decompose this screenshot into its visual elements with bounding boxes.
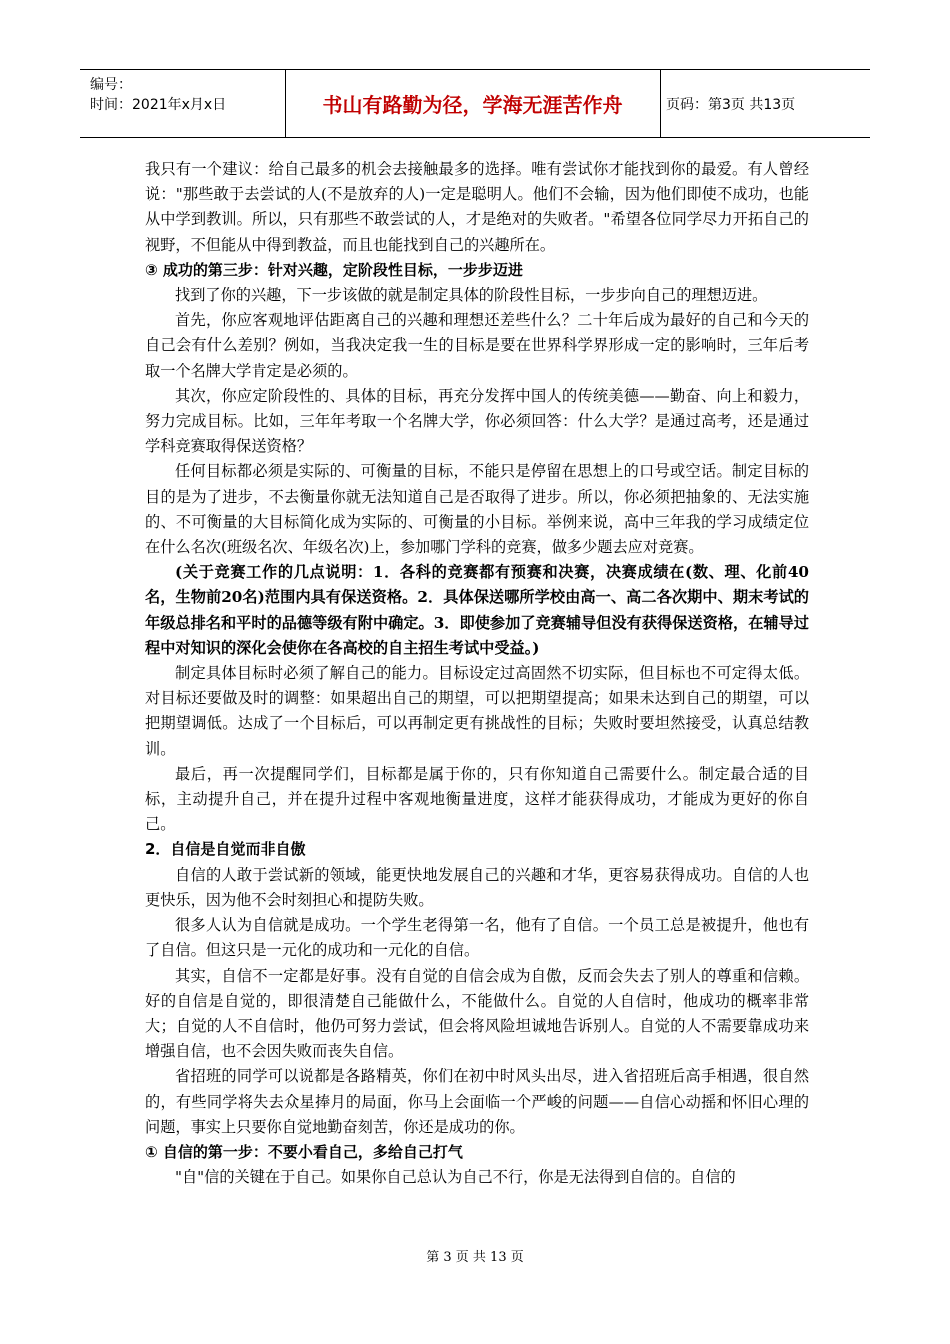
header-motto: 书山有路勤为径，学海无涯苦作舟 — [285, 70, 661, 137]
paragraph: 省招班的同学可以说都是各路精英，你们在初中时风头出尽，进入省招班后高手相遇，很自然的，有些同学将失去众星捧月的局面，你马上会面临一个严峻的问题——自信心动摇和怀旧心理的问题，事实上只要你自觉地勤奋刻苦，你还是成功的你。 — [145, 1067, 809, 1136]
header-info-cell — [80, 70, 286, 137]
section-heading-confidence-step1: ① 自信的第一步：不要小看自己，多给自己打气 — [145, 1142, 463, 1161]
paragraph-intro: 我只有一个建议：给自己最多的机会去接触最多的选择。唯有尝试你才能找到你的最爱。有人曾经说："那些敢于去尝试的人(不是放弃的人)一定是聪明人。他们不会输，因为他们即使不成功，也能从中学到教训。所以，只有那些不敢尝试的人，才是绝对的失败者。"希望各位同学尽力开拓自己的视野，不但能从中得到教益，而且也能找到自己的兴趣所在。 — [145, 160, 809, 254]
document-date: 时间：2021年x月x日 — [90, 97, 227, 113]
paragraph: 制定具体目标时必须了解自己的能力。目标设定过高固然不切实际，但目标也不可定得太低。对目标还要做及时的调整：如果超出自己的期望，可以把期望提高；如果未达到自己的期望，可以把期望调低。达成了一个目标后，可以再制定更有挑战性的目标；失败时要坦然接受，认真总结教训。 — [145, 664, 809, 758]
paragraph: 其实，自信不一定都是好事。没有自觉的自信会成为自傲，反而会失去了别人的尊重和信赖。好的自信是自觉的，即很清楚自己能做什么，不能做什么。自觉的人自信时，他成功的概率非常大；自觉的人不自信时，他仍可努力尝试，但会将风险坦诚地告诉别人。自觉的人不需要靠成功来增强自信，也不会因失败而丧失自信。 — [145, 966, 809, 1061]
paragraph: 首先，你应客观地评估距离自己的兴趣和理想还差些什么？二十年后成为最好的自己和今天的自己会有什么差别？例如，当我决定我一生的目标是要在世界科学界形成一定的影响时，三年后考取一个名牌大学肯定是必须的。 — [145, 311, 809, 380]
paragraph: 找到了你的兴趣，下一步该做的就是制定具体的阶段性目标，一步步向自己的理想迈进。 — [175, 286, 768, 305]
section-heading-step3: ③ 成功的第三步：针对兴趣，定阶段性目标，一步步迈进 — [145, 260, 523, 279]
header-page-info: 页码：第3页 共13页 — [666, 96, 796, 113]
paragraph: 很多人认为自信就是成功。一个学生老得第一名，他有了自信。一个员工总是被提升，他也有了自信。但这只是一元化的成功和一元化的自信。 — [145, 916, 809, 960]
page-footer: 第 3 页 共 13 页 — [426, 1250, 524, 1265]
paragraph: 自信的人敢于尝试新的领域，能更快地发展自己的兴趣和才华，更容易获得成功。自信的人也更快乐，因为他不会时刻担心和提防失败。 — [145, 865, 809, 909]
document-body — [145, 157, 809, 1190]
section-heading-confidence: 2．自信是自觉而非自傲 — [145, 840, 306, 859]
document-number-label: 编号： — [90, 77, 132, 93]
paragraph: "自"信的关键在于自己。如果你自己总认为自己不行，你是无法得到自信的。自信的 — [175, 1168, 736, 1187]
paragraph: 任何目标都必须是实际的、可衡量的目标，不能只是停留在思想上的口号或空话。制定目标的目的是为了进步，不去衡量你就无法知道自己是否取得了进步。所以，你必须把抽象的、无法实施的、不可衡量的大目标简化成为实际的、可衡量的小目标。举例来说，高中三年我的学习成绩定位在什么名次(班级名次、年级名次)上，参加哪门学科的竞赛，做多少题去应对竞赛。 — [145, 462, 809, 557]
paragraph: 最后，再一次提醒同学们，目标都是属于你的，只有你知道自己需要什么。制定最合适的目标，主动提升自己，并在提升过程中客观地衡量进度，这样才能获得成功，才能成为更好的你自己。 — [145, 764, 809, 834]
competition-notes: (关于竞赛工作的几点说明：1．各科的竞赛都有预赛和决赛，决赛成绩在(数、理、化前40名，生物前20名)范围内具有保送资格。2．具体保送哪所学校由高一、高二各次期中、期末考试的年级总排名和平时的品德等级有附中确定。3．即使参加了竞赛辅导但没有获得保送资格，在辅导过程中对知识的深化会使你在各高校的自主招生考试中受益。) — [145, 563, 809, 657]
paragraph: 其次，你应定阶段性的、具体的目标，再充分发挥中国人的传统美德——勤奋、向上和毅力，努力完成目标。比如，三年年考取一个名牌大学，你必须回答：什么大学？是通过高考，还是通过学科竞赛取得保送资格？ — [145, 386, 809, 456]
page-header — [80, 69, 870, 138]
